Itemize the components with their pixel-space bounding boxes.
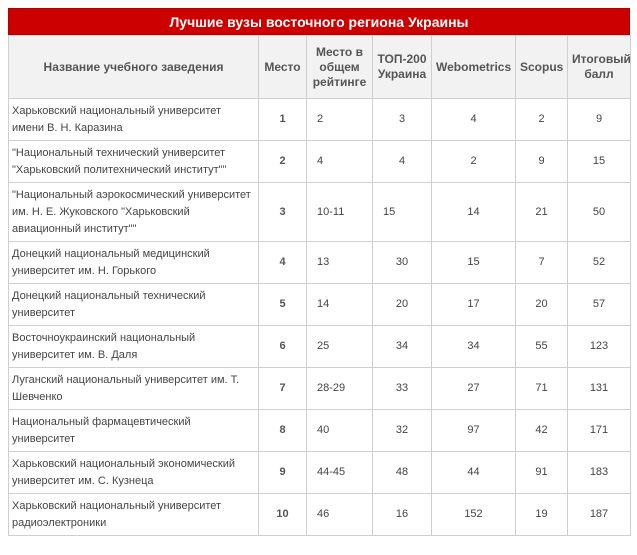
table-row [9,410,631,452]
top200-cell: 3 [373,99,432,141]
table-title: Лучшие вузы восточного региона Украины [8,8,630,35]
place-cell: 4 [259,242,307,284]
overall-cell: 46 [307,494,373,536]
place-cell: 7 [259,368,307,410]
place-cell: 8 [259,410,307,452]
header-row [9,36,631,99]
top200-cell: 16 [373,494,432,536]
place-cell: 9 [259,452,307,494]
scopus-cell: 55 [516,326,568,368]
header-place: Место [259,36,307,99]
place-cell: 5 [259,284,307,326]
ranking-table-container [8,8,630,536]
total-cell: 57 [568,284,631,326]
top200-cell: 15 [373,183,432,242]
university-name: Восточноукраинский национальный университет им. В. Даля [9,326,259,368]
header-top200: ТОП-200 Украина [373,36,432,99]
webometrics-cell: 34 [432,326,516,368]
scopus-cell: 21 [516,183,568,242]
total-cell: 187 [568,494,631,536]
university-name: Луганский национальный университет им. Т. Шевченко [9,368,259,410]
place-cell: 1 [259,99,307,141]
overall-cell: 10-11 [307,183,373,242]
total-cell: 9 [568,99,631,141]
total-cell: 131 [568,368,631,410]
table-row [9,494,631,536]
university-name: Донецкий национальный медицинский университет им. Н. Горького [9,242,259,284]
total-cell: 15 [568,141,631,183]
table-row [9,368,631,410]
overall-cell: 25 [307,326,373,368]
university-name: "Национальный технический университет "Харьковский политехнический институт"" [9,141,259,183]
table-row [9,242,631,284]
webometrics-cell: 27 [432,368,516,410]
webometrics-cell: 14 [432,183,516,242]
scopus-cell: 42 [516,410,568,452]
scopus-cell: 91 [516,452,568,494]
top200-cell: 32 [373,410,432,452]
top200-cell: 4 [373,141,432,183]
overall-cell: 28-29 [307,368,373,410]
webometrics-cell: 15 [432,242,516,284]
scopus-cell: 7 [516,242,568,284]
webometrics-cell: 97 [432,410,516,452]
table-row [9,99,631,141]
university-name: Харьковский национальный экономический университет им. С. Кузнеца [9,452,259,494]
header-name: Название учебного заведения [9,36,259,99]
table-row [9,183,631,242]
table-row [9,284,631,326]
total-cell: 50 [568,183,631,242]
header-overall: Место в общем рейтинге [307,36,373,99]
webometrics-cell: 4 [432,99,516,141]
university-name: Харьковский национальный университет радиоэлектроники [9,494,259,536]
overall-cell: 13 [307,242,373,284]
scopus-cell: 71 [516,368,568,410]
top200-cell: 34 [373,326,432,368]
webometrics-cell: 152 [432,494,516,536]
total-cell: 123 [568,326,631,368]
place-cell: 3 [259,183,307,242]
overall-cell: 2 [307,99,373,141]
top200-cell: 48 [373,452,432,494]
place-cell: 6 [259,326,307,368]
webometrics-cell: 17 [432,284,516,326]
university-name: Харьковский национальный университет имени В. Н. Каразина [9,99,259,141]
university-name: "Национальный аэрокосмический университет им. Н. Е. Жуковского "Харьковский авиационный институт"" [9,183,259,242]
scopus-cell: 19 [516,494,568,536]
university-name: Донецкий национальный технический университет [9,284,259,326]
table-row [9,452,631,494]
header-total: Итоговый балл [568,36,631,99]
overall-cell: 14 [307,284,373,326]
top200-cell: 33 [373,368,432,410]
table-row [9,326,631,368]
total-cell: 183 [568,452,631,494]
overall-cell: 44-45 [307,452,373,494]
place-cell: 10 [259,494,307,536]
header-scopus: Scopus [516,36,568,99]
scopus-cell: 20 [516,284,568,326]
webometrics-cell: 2 [432,141,516,183]
total-cell: 171 [568,410,631,452]
overall-cell: 4 [307,141,373,183]
top200-cell: 20 [373,284,432,326]
top200-cell: 30 [373,242,432,284]
ranking-table [8,35,631,536]
table-row [9,141,631,183]
place-cell: 2 [259,141,307,183]
header-webometrics: Webometrics [432,36,516,99]
overall-cell: 40 [307,410,373,452]
university-name: Национальный фармацевтический университет [9,410,259,452]
scopus-cell: 2 [516,99,568,141]
scopus-cell: 9 [516,141,568,183]
total-cell: 52 [568,242,631,284]
webometrics-cell: 44 [432,452,516,494]
